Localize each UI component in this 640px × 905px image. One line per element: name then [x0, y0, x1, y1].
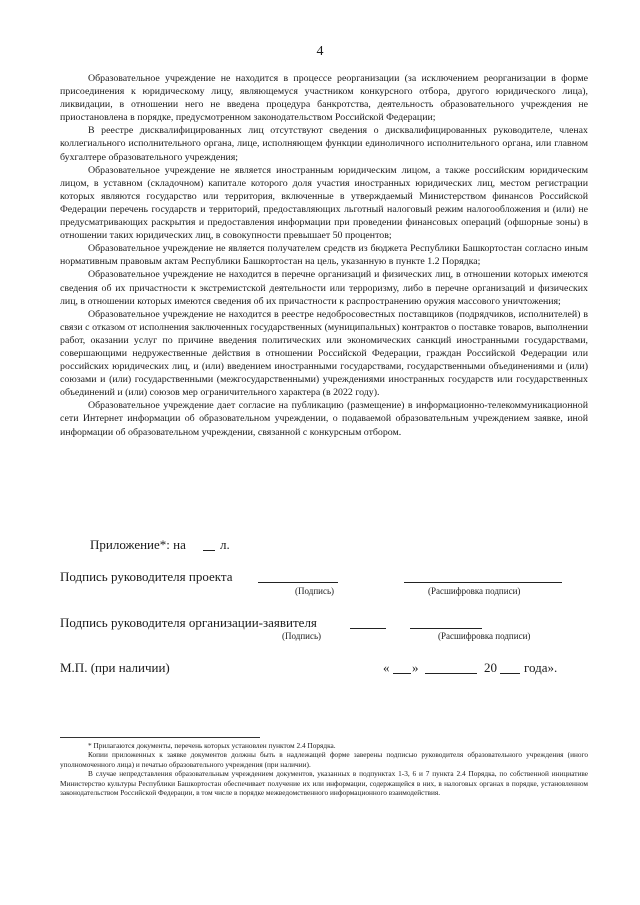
signature-org-hint: (Подпись): [282, 631, 322, 641]
paragraph-budget: Образовательное учреждение не является получателем средств из бюджета Республики Башкортостан согласно иным нормативным правовым актам Республики Башкортостан на цель, указанную в пункте 1.2 Порядка;: [60, 243, 588, 268]
date-year-suffix: года».: [524, 660, 558, 675]
decode-org-line: [410, 628, 482, 629]
paragraph-extremism: Образовательное учреждение не находится в перечне организаций и физических лиц, в отношении которых имеются сведения об их причастности к экстремистской деятельности или терроризму, либо в перечне организаций и физических лиц, в отношении которых имеются сведения об их причастности к распространению оружия массового уничтожения;: [60, 269, 588, 307]
decode-org-hint: (Расшифровка подписи): [438, 631, 531, 641]
footnote-documents: В случае непредставления образовательным учреждением документов, указанных в подпунктах 1-3, 6 и 7 пункта 2.4 Порядка, по собственной инициативе Министерство культуры Республики Башкортостан обеспечивает получение их или информации, содержащейся в них, в налоговых органах в порядке, установленном законодательством Российской Федерации, в том числе в порядке межведомственного информационного взаимодействия.: [60, 769, 588, 798]
paragraph-consent: Образовательное учреждение дает согласие на публикацию (размещение) в информационно-телекоммуникационной сети Интернет информации об образовательном учреждении, о подаваемой образовательным учреждением заявке, иной информации об образовательном учреждении, связанной с конкурсным отбором.: [60, 400, 588, 438]
body-text: [60, 72, 588, 439]
paragraph-foreign-entity: Образовательное учреждение не является иностранным юридическим лицом, а также российским юридическим лицом, в уставном (складочном) капитале которого доля участия иностранных юридических лиц, местом регистрации которых являются государство или территория, включенные в утверждаемый Министерством финансов Российской Федерации перечень государств и территорий, предоставляющих льготный налоговый режим налогообложения и (или) не предусматривающих раскрытия и предоставления информации при проведении финансовых операций (офшорные зоны) в отношении таких юридических лиц, в совокупности превышает 50 процентов;: [60, 164, 588, 242]
paragraph-disqualified: В реестре дисквалифицированных лиц отсутствуют сведения о дисквалифицированных руководителе, членах коллегиального исполнительного органа, лице, исполняющем функции единоличного исполнительного органа, или главном бухгалтере образовательного учреждения;: [60, 125, 588, 163]
signature-project-hint: (Подпись): [295, 586, 335, 596]
signature-org-line: [350, 628, 386, 629]
date-day-blank: [393, 673, 411, 674]
attachment-unit: л.: [220, 537, 230, 552]
decode-project-line: [404, 582, 562, 583]
date-year-blank: [500, 673, 520, 674]
decode-project-hint: (Расшифровка подписи): [428, 586, 521, 596]
paragraph-unreliable-suppliers: Образовательное учреждение не находится в реестре недобросовестных поставщиков (подрядчиков, исполнителей) в связи с отказом от исполнения заключенных государственных (муниципальных) контрактов о поставке товаров, выполнении работ, оказании услуг по причине введения политических или экономических санкций иностранными государствами, совершающими недружественные действия в отношении Российской Федерации, граждан Российской Федерации или российских юридических лиц, и (или) введением иностранными государствами, государственными объединениями и (или) союзами и (или) государственными (межгосударственными) учреждениями иностранных государств или государственных объединений и (или) союзов мер ограничительного характера (в 2022 году).: [60, 308, 588, 399]
footnote-attachments: * Прилагаются документы, перечень которых установлен пунктом 2.4 Порядка.: [88, 741, 336, 750]
signature-project-label: Подпись руководителя проекта: [60, 569, 233, 584]
footnote-separator: [60, 737, 260, 738]
attachment-label: Приложение*: на: [90, 537, 186, 552]
attachment-pages-blank: [203, 550, 215, 551]
signature-org-label: Подпись руководителя организации-заявителя: [60, 615, 317, 630]
page-number: 4: [316, 44, 324, 59]
date-year-prefix: 20: [484, 660, 497, 675]
stamp-label: М.П. (при наличии): [60, 660, 170, 675]
date-open-quote: «: [383, 660, 390, 675]
date-close-quote: »: [412, 660, 419, 675]
paragraph-reorganization: Образовательное учреждение не находится в процессе реорганизации (за исключением реорганизации в форме присоединения к юридическому лицу, являющемуся участником конкурсного отбора, другого юридического лица), ликвидации, в отношении него не введена процедура банкротства, деятельность образовательного учреждения не приостановлена в порядке, предусмотренном законодательством Российской Федерации;: [60, 73, 588, 124]
footnotes: [60, 741, 588, 797]
signature-project-line: [258, 582, 338, 583]
date-month-blank: [425, 673, 477, 674]
footnote-copies: Копии приложенных к заявке документов должны быть в надлежащей форме заверены подписью руководителя образовательного учреждения (иного уполномоченного лица) и печатью образовательного учреждения (при наличии).: [60, 750, 588, 769]
